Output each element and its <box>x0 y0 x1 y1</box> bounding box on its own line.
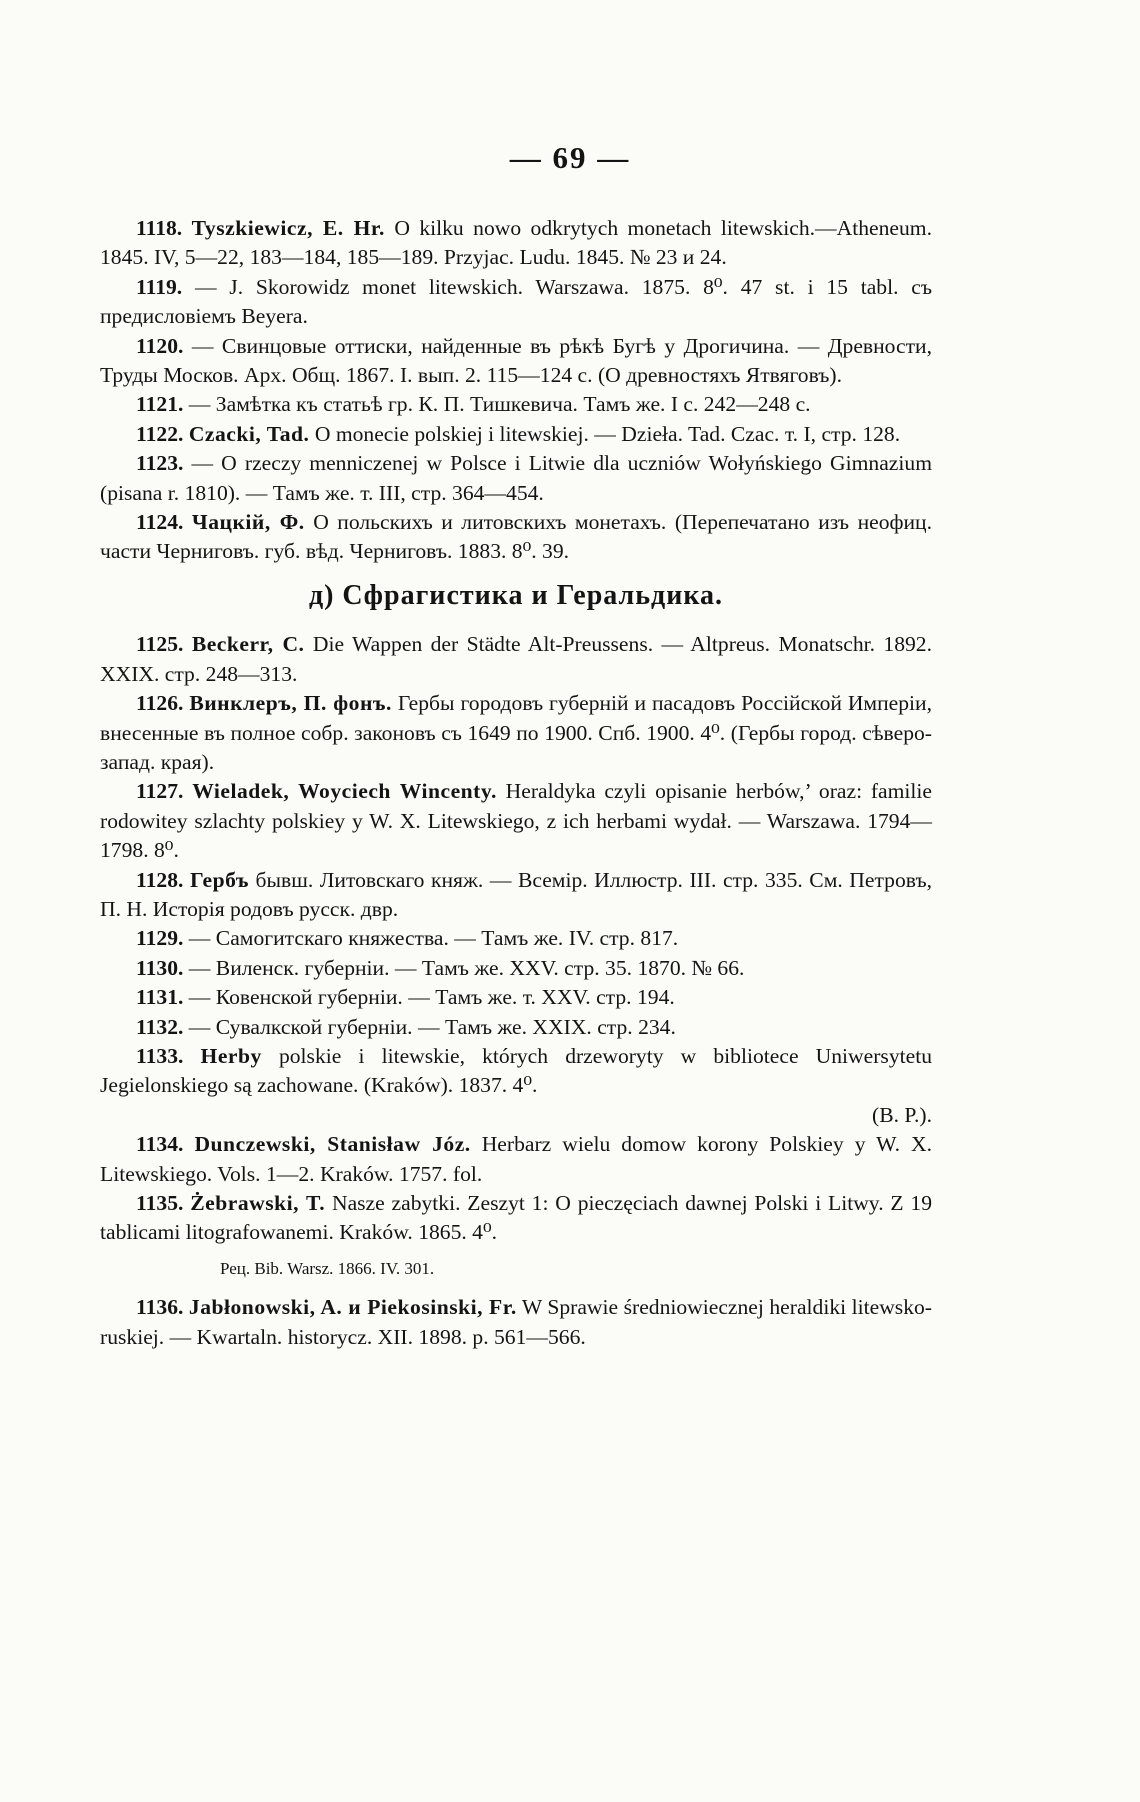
entry-author: Tyszkiewicz, E. Hr. <box>191 216 385 240</box>
entry-author: Винклеръ, П. фонъ. <box>189 691 392 716</box>
entry-text: бывш. Литовскаго княж. — Всемір. Иллюстр. III. стр. 335. См. Петровъ, П. Н. Исторія родовъ русск. двр. <box>100 867 933 921</box>
entry-number: 1121. <box>136 392 184 417</box>
entry-text: — Ковенской губерніи. — Тамъ же. т. XXV. стр. 194. <box>183 985 675 1010</box>
entry-number: 1122. <box>136 421 184 446</box>
entry-1133-attribution: (B. P.). <box>872 1102 932 1127</box>
entry-author: Чацкій, Ф. <box>191 510 305 535</box>
entry-author: Czacki, Tad. <box>188 421 310 446</box>
entry-number: 1129. <box>136 926 184 951</box>
entry-author: Beckerr, C. <box>191 632 305 657</box>
entry-text: — Свинцовые оттиски, найденные въ рѣкѣ Бугѣ у Дрогичина. — Древности, Труды Москов. Арх. Общ. 1867. I. вып. 2. 115—124 с. (О древностяхъ Ятвяговъ). <box>100 333 932 388</box>
entry-number: 1134. <box>136 1132 184 1157</box>
entry-1131 <box>100 983 932 1012</box>
entry-author: Dunczewski, Stanisław Józ. <box>194 1132 471 1157</box>
entry-1125 <box>100 630 932 689</box>
entry-1136 <box>100 1293 932 1352</box>
entry-1130 <box>100 954 932 983</box>
entry-number: 1133. <box>136 1043 184 1068</box>
entry-group-d <box>100 1293 932 1352</box>
entry-text: polskie i litewskie, których drzeworyty w bibliotece Uniwersytetu Jegielonskiego są zachowane. (Kraków). 1837. 4⁰. <box>100 1043 932 1098</box>
entry-1127 <box>100 777 932 865</box>
entry-1120 <box>100 332 932 391</box>
entry-group-b <box>100 630 932 1130</box>
entry-number: 1128. <box>136 867 184 892</box>
entry-text: Heraldyka czyli opisanie herbów,’ oraz: familie rodowitey szlachty polskiey y W. X. Litewskiego, z ich herbami wydał. — Warszawa. 1794—1798. 8⁰. <box>100 779 932 863</box>
entry-1129 <box>100 924 932 953</box>
entry-group-c <box>100 1130 932 1283</box>
entry-text: Гербы городовъ губерній и пасадовъ Россійской Имперіи, внесенные въ полное собр. законовъ съ 1649 по 1900. Спб. 1900. 4⁰. (Гербы город. сѣверо-запад. края). <box>100 691 932 774</box>
entry-author: Wieladek, Woyciech Wincenty. <box>192 779 497 804</box>
entry-1118 <box>100 214 932 273</box>
entry-text: W Sprawie średniowiecznej heraldiki litewsko-ruskiej. — Kwartaln. historycz. XII. 1898. p. 561—566. <box>100 1295 932 1349</box>
entry-1135-review-note: Рец. Bib. Warsz. 1866. IV. 301. <box>220 1258 435 1278</box>
entry-text: Die Wappen der Städte Alt-Preussens. — Altpreus. Monatschr. 1892. XXIX. стр. 248—313. <box>100 632 932 686</box>
page-number: — 69 — <box>509 140 631 175</box>
entry-1121 <box>100 390 932 419</box>
entry-1122 <box>100 420 932 449</box>
section-heading: д) Сфрагистика и Геральдика. <box>308 579 724 611</box>
entry-1128 <box>100 866 932 925</box>
entry-text: Herbarz wielu domow korony Polskiey y W. X. Litewskiego. Vols. 1—2. Kraków. 1757. fol. <box>100 1132 932 1186</box>
entry-number: 1123. <box>136 451 184 476</box>
entry-number: 1136. <box>136 1295 184 1320</box>
entry-text: O monecie polskiej i litewskiej. — Dzieła. Tad. Czac. т. I, стр. 128. <box>309 421 901 446</box>
entry-number: 1135. <box>136 1191 184 1215</box>
entry-1124 <box>100 508 932 567</box>
bibliography-column <box>100 214 932 1352</box>
entry-number: 1131. <box>136 985 184 1010</box>
entry-text: — J. Skorowidz monet litewskich. Warszawa. 1875. 8⁰. 47 st. i 15 tabl. съ предисловіемъ Beyera. <box>100 274 932 329</box>
entry-number: 1124. <box>136 510 184 535</box>
entry-text: О польскихъ и литовскихъ монетахъ. (Перепечатано изъ неофиц. части Черниговъ. губ. вѣд. Черниговъ. 1883. 8⁰. 39. <box>100 510 933 564</box>
entry-number: 1127. <box>136 779 184 804</box>
entry-number: 1120. <box>136 333 184 358</box>
entry-text: — Виленск. губерніи. — Тамъ же. XXV. стр. 35. 1870. № 66. <box>183 955 745 980</box>
entry-text: O kilku nowo odkrytych monetach litewskich.—Atheneum. 1845. IV, 5—22, 183—184, 185—189. Przyjac. Ludu. 1845. № 23 и 24. <box>100 216 932 270</box>
entry-text: Nasze zabytki. Zeszyt 1: O pieczęciach dawnej Polski i Litwy. Z 19 tablicami litografowanemi. Kraków. 1865. 4⁰. <box>100 1191 933 1245</box>
entry-text: — Замѣтка къ статьѣ гр. К. П. Тишкевича. Тамъ же. I с. 242—248 с. <box>183 392 811 417</box>
entry-1134 <box>100 1130 932 1189</box>
entry-number: 1118. <box>136 216 183 240</box>
entry-number: 1119. <box>136 274 183 299</box>
entry-author: Herby <box>200 1043 262 1068</box>
entry-text: — O rzeczy menniczenej w Polsce i Litwie dla uczniów Wołyńskiego Gimnazium (pisana r. 1810). — Тамъ же. т. III, стр. 364—454. <box>100 451 932 505</box>
entry-number: 1132. <box>136 1014 184 1039</box>
entry-1133 <box>100 1042 932 1101</box>
entry-1119 <box>100 273 932 332</box>
entry-number: 1125. <box>136 632 184 657</box>
entry-number: 1126. <box>136 691 184 716</box>
entry-1123 <box>100 449 932 508</box>
entry-author: Jabłonowski, A. и Piekosinski, Fr. <box>188 1295 517 1320</box>
entry-text: — Самогитскаго княжества. — Тамъ же. IV. стр. 817. <box>183 926 679 951</box>
entry-text: — Сувалкской губерніи. — Тамъ же. XXIX. стр. 234. <box>183 1014 676 1039</box>
entry-1132 <box>100 1013 932 1042</box>
entry-group-a <box>100 214 932 567</box>
entry-author: Żebrawski, T. <box>190 1191 326 1215</box>
entry-author: Гербъ <box>189 867 249 892</box>
entry-1126 <box>100 689 932 777</box>
entry-number: 1130. <box>136 955 184 980</box>
entry-1135 <box>100 1189 932 1248</box>
